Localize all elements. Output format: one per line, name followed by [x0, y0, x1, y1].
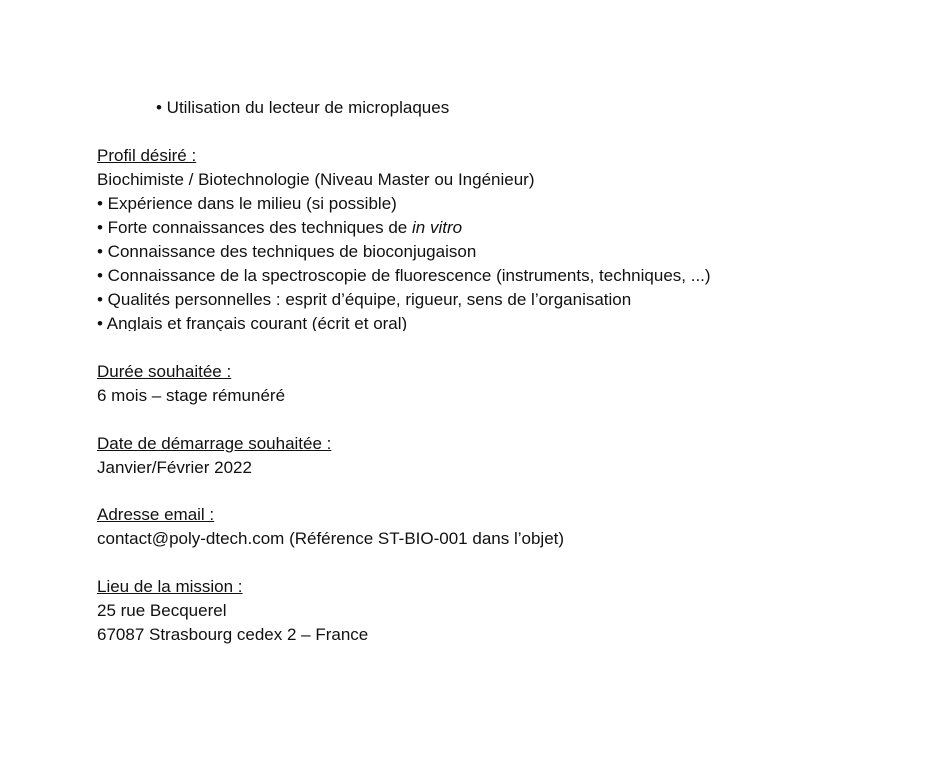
email-value: contact@poly-dtech.com (Référence ST-BIO-001 dans l’objet) [97, 529, 565, 548]
profil-bullet-techniques-italic: in vitro [411, 218, 463, 237]
profil-bullet-experience: • Expérience dans le milieu (si possible) [97, 194, 397, 213]
profil-bullet-techniques-text: • Forte connaissances des techniques de [97, 218, 412, 237]
profil-bullet-techniques [97, 216, 462, 240]
demarrage-heading: Date de démarrage souhaitée : [97, 434, 332, 453]
profil-heading: Profil désiré : [97, 146, 197, 165]
duree-value: 6 mois – stage rémunéré [97, 386, 286, 405]
top-bullet-item: • Utilisation du lecteur de microplaques [156, 98, 450, 117]
profil-bullet-spectroscopie: • Connaissance de la spectroscopie de fluorescence (instruments, techniques, ...) [97, 266, 711, 285]
profil-bullet-qualites: • Qualités personnelles : esprit d’équipe, rigueur, sens de l’organisation [97, 290, 632, 309]
profil-line: Biochimiste / Biotechnologie (Niveau Master ou Ingénieur) [97, 170, 535, 189]
email-heading: Adresse email : [97, 505, 215, 524]
demarrage-value: Janvier/Février 2022 [97, 458, 252, 477]
lieu-heading: Lieu de la mission : [97, 577, 243, 596]
lieu-street: 25 rue Becquerel [97, 601, 227, 620]
lieu-city: 67087 Strasbourg cedex 2 – France [97, 625, 369, 644]
duree-heading: Durée souhaitée : [97, 362, 232, 381]
profil-bullet-bioconjugaison: • Connaissance des techniques de bioconjugaison [97, 242, 477, 261]
profil-bullet-langues: • Anglais et français courant (écrit et oral) [97, 314, 408, 331]
